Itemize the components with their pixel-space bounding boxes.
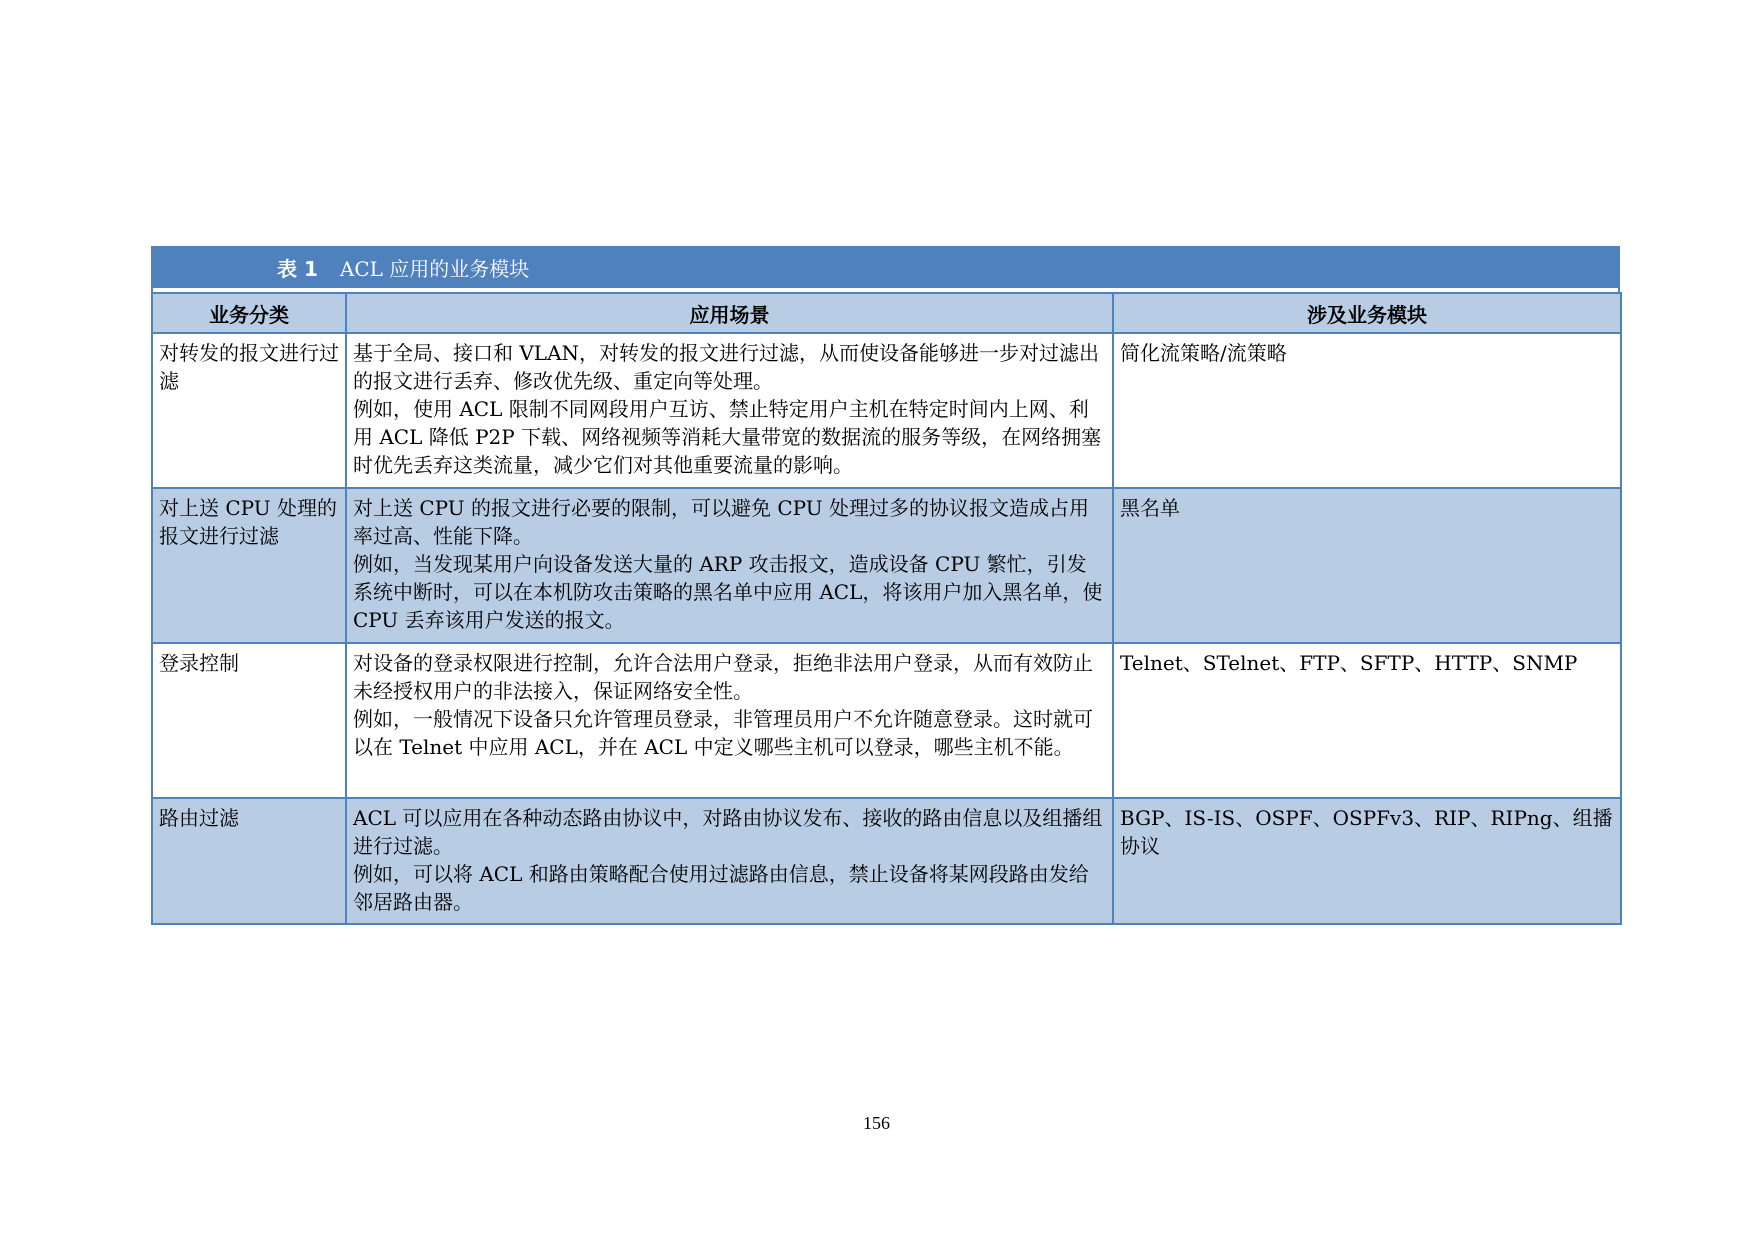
scenario-description: 对设备的登录权限进行控制，允许合法用户登录，拒绝非法用户登录，从而有效防止未经授权用户的非法接入，保证网络安全性。 — [353, 651, 1093, 703]
cell-modules: Telnet、STelnet、FTP、SFTP、HTTP、SNMP — [1113, 643, 1621, 798]
table-row — [152, 798, 1621, 924]
header-scenario: 应用场景 — [346, 293, 1113, 333]
scenario-description: 对上送 CPU 的报文进行必要的限制，可以避免 CPU 处理过多的协议报文造成占用率过高、性能下降。 — [353, 496, 1089, 548]
acl-business-module-table — [151, 246, 1620, 925]
scenario-example: 例如，可以将 ACL 和路由策略配合使用过滤路由信息，禁止设备将某网段路由发给邻居路由器。 — [353, 862, 1089, 914]
cell-category: 路由过滤 — [152, 798, 346, 924]
table-caption-number: 表 1 — [277, 256, 318, 281]
table-row — [152, 488, 1621, 643]
cell-category: 登录控制 — [152, 643, 346, 798]
table-row — [152, 643, 1621, 798]
scenario-description: 基于全局、接口和 VLAN，对转发的报文进行过滤，从而使设备能够进一步对过滤出的报文进行丢弃、修改优先级、重定向等处理。 — [353, 341, 1100, 393]
table-caption — [151, 246, 1620, 288]
cell-modules: 黑名单 — [1113, 488, 1621, 643]
cell-scenario — [346, 488, 1113, 643]
header-category: 业务分类 — [152, 293, 346, 333]
scenario-example: 例如，一般情况下设备只允许管理员登录，非管理员用户不允许随意登录。这时就可以在 Telnet 中应用 ACL，并在 ACL 中定义哪些主机可以登录，哪些主机不能。 — [353, 707, 1093, 759]
table-body — [151, 292, 1622, 925]
table-row — [152, 333, 1621, 488]
cell-scenario — [346, 798, 1113, 924]
scenario-description: ACL 可以应用在各种动态路由协议中，对路由协议发布、接收的路由信息以及组播组进行过滤。 — [353, 806, 1103, 858]
page-number: 156 — [863, 1113, 890, 1133]
table-header-row — [152, 293, 1621, 333]
scenario-example: 例如，当发现某用户向设备发送大量的 ARP 攻击报文，造成设备 CPU 繁忙，引发系统中断时，可以在本机防攻击策略的黑名单中应用 ACL，将该用户加入黑名单，使 CPU 丢弃该用户发送的报文。 — [353, 552, 1103, 632]
cell-modules: 简化流策略/流策略 — [1113, 333, 1621, 488]
cell-category: 对转发的报文进行过滤 — [152, 333, 346, 488]
scenario-example: 例如，使用 ACL 限制不同网段用户互访、禁止特定用户主机在特定时间内上网、利用 ACL 降低 P2P 下载、网络视频等消耗大量带宽的数据流的服务等级，在网络拥塞时优先丢弃这类流量，减少它们对其他重要流量的影响。 — [353, 397, 1102, 477]
cell-scenario — [346, 333, 1113, 488]
cell-modules: BGP、IS-IS、OSPF、OSPFv3、RIP、RIPng、组播协议 — [1113, 798, 1621, 924]
header-modules: 涉及业务模块 — [1113, 293, 1621, 333]
cell-scenario — [346, 643, 1113, 798]
cell-category: 对上送 CPU 处理的报文进行过滤 — [152, 488, 346, 643]
table-caption-title: ACL 应用的业务模块 — [339, 256, 530, 281]
